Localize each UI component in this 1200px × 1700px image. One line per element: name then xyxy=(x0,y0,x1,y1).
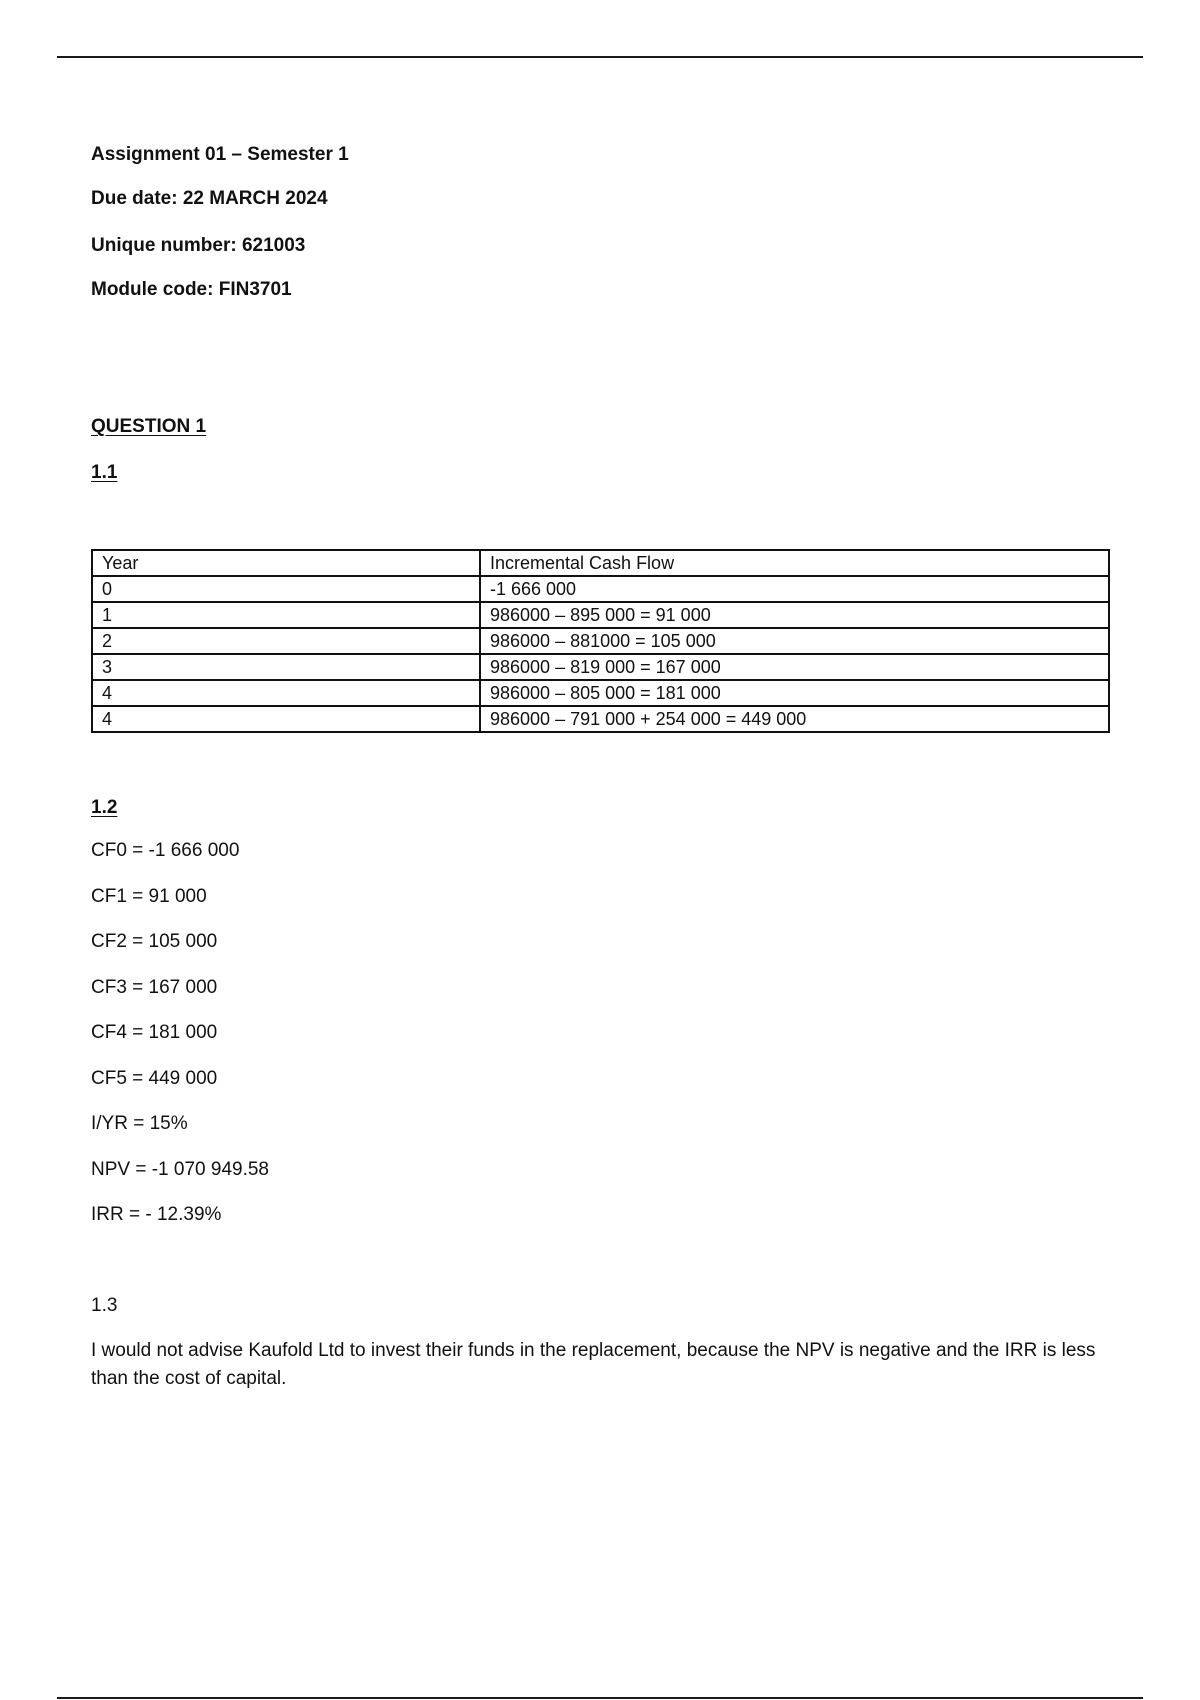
year-cell: 1 xyxy=(92,602,480,628)
cf0-line: CF0 = -1 666 000 xyxy=(91,840,240,861)
question-1-heading: QUESTION 1 xyxy=(91,416,207,437)
cash-flow-cell: 986000 – 791 000 + 254 000 = 449 000 xyxy=(480,706,1109,732)
table-row xyxy=(92,628,1109,654)
table-row xyxy=(92,576,1109,602)
cf1-line: CF1 = 91 000 xyxy=(91,886,207,907)
cash-flow-cell: 986000 – 805 000 = 181 000 xyxy=(480,680,1109,706)
due-date: Due date: 22 MARCH 2024 xyxy=(91,188,328,209)
table-row xyxy=(92,602,1109,628)
cash-flow-cell: -1 666 000 xyxy=(480,576,1109,602)
assignment-title: Assignment 01 – Semester 1 xyxy=(91,144,349,165)
table-row xyxy=(92,706,1109,732)
table-row xyxy=(92,680,1109,706)
npv-line: NPV = -1 070 949.58 xyxy=(91,1159,269,1180)
irr-line: IRR = - 12.39% xyxy=(91,1204,222,1225)
part-1-1-label: 1.1 xyxy=(91,462,118,483)
cf4-line: CF4 = 181 000 xyxy=(91,1022,218,1043)
footer-rule xyxy=(57,1697,1143,1699)
year-cell: 4 xyxy=(92,680,480,706)
year-cell: 4 xyxy=(92,706,480,732)
cf2-line: CF2 = 105 000 xyxy=(91,931,218,952)
cash-flow-cell: 986000 – 881000 = 105 000 xyxy=(480,628,1109,654)
year-cell: 2 xyxy=(92,628,480,654)
cash-flow-cell: 986000 – 819 000 = 167 000 xyxy=(480,654,1109,680)
module-code: Module code: FIN3701 xyxy=(91,279,292,300)
table-row xyxy=(92,654,1109,680)
interest-rate-line: I/YR = 15% xyxy=(91,1113,188,1134)
header-incremental-cash-flow: Incremental Cash Flow xyxy=(480,550,1109,576)
header-year: Year xyxy=(92,550,480,576)
unique-number: Unique number: 621003 xyxy=(91,235,306,256)
part-1-2-label: 1.2 xyxy=(91,797,118,818)
year-cell: 0 xyxy=(92,576,480,602)
part-1-3-answer: I would not advise Kaufold Ltd to invest their funds in the replacement, because the NPV is negative and the IRR is less than the cost of capital. xyxy=(91,1340,1096,1389)
cash-flow-table xyxy=(91,549,1110,733)
year-cell: 3 xyxy=(92,654,480,680)
cf3-line: CF3 = 167 000 xyxy=(91,977,218,998)
cash-flow-cell: 986000 – 895 000 = 91 000 xyxy=(480,602,1109,628)
cf5-line: CF5 = 449 000 xyxy=(91,1068,218,1089)
part-1-3-label: 1.3 xyxy=(91,1295,118,1316)
table-header-row xyxy=(92,550,1109,576)
header-rule xyxy=(57,56,1143,58)
